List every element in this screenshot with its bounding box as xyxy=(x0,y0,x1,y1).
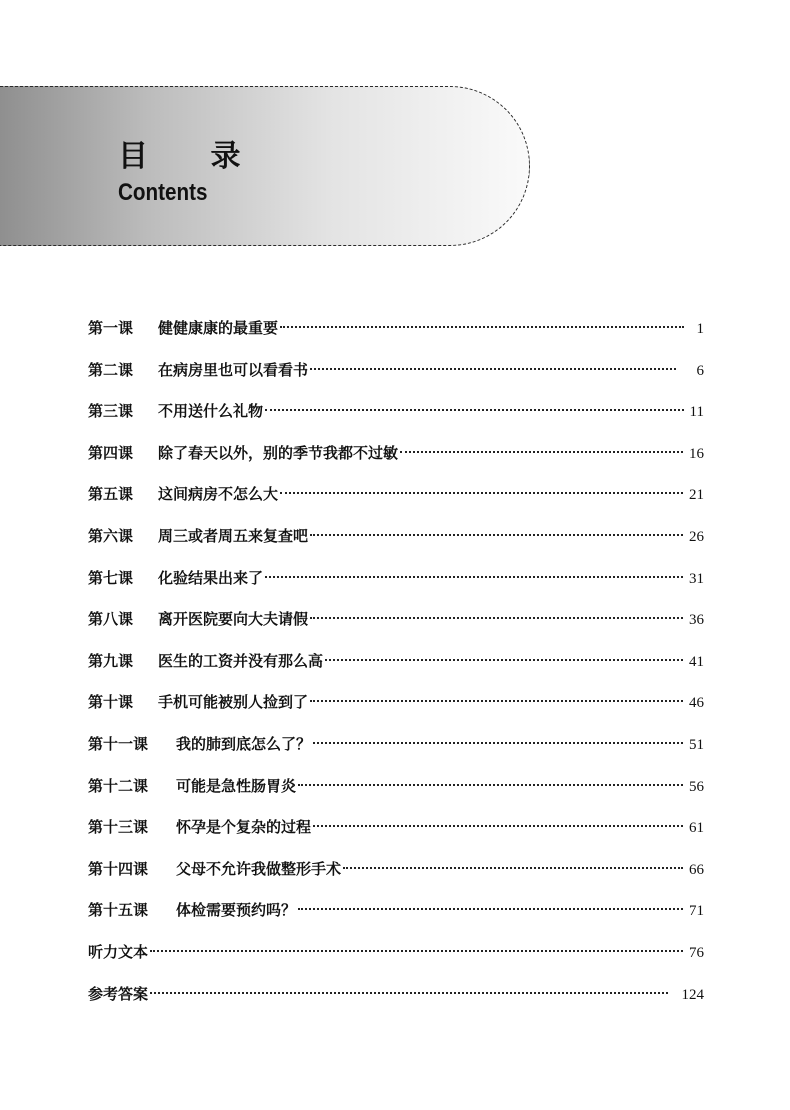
toc-entry-lesson-14[interactable] xyxy=(88,854,704,896)
dot-leader xyxy=(343,867,683,869)
lesson-title: 手机可能被别人捡到了 xyxy=(158,693,309,712)
dot-leader xyxy=(400,451,683,453)
page-number: 1 xyxy=(696,321,704,337)
dot-leader xyxy=(280,492,683,494)
page-number: 71 xyxy=(689,903,704,920)
lesson-number: 第十五课 xyxy=(88,901,149,920)
lesson-number: 第四课 xyxy=(88,443,134,462)
lesson-number: 第十二课 xyxy=(88,776,149,795)
toc-entry-lesson-12[interactable] xyxy=(88,771,704,813)
page-number: 76 xyxy=(689,944,704,961)
toc-entry-lesson-11[interactable] xyxy=(88,729,704,771)
dot-leader xyxy=(280,326,684,328)
lesson-number: 第十三课 xyxy=(88,818,149,837)
toc-entry-lesson-4[interactable] xyxy=(88,438,704,480)
page-number: 21 xyxy=(689,487,704,504)
toc-entry-lesson-2[interactable] xyxy=(88,355,704,397)
dot-leader xyxy=(313,742,683,744)
toc-entry-lesson-10[interactable] xyxy=(88,687,704,729)
dot-leader xyxy=(310,617,683,619)
lesson-title: 我的肺到底怎么了？ xyxy=(176,734,312,753)
toc-entry-lesson-9[interactable] xyxy=(88,646,704,688)
toc-entry-lesson-8[interactable] xyxy=(88,604,704,646)
toc-entry-lesson-15[interactable] xyxy=(88,895,704,937)
page-number: 56 xyxy=(689,778,704,795)
lesson-number: 第十课 xyxy=(88,693,134,712)
lesson-title: 这间病房不怎么大 xyxy=(158,485,279,504)
section-title: 参考答案 xyxy=(88,984,149,1003)
toc-entry-lesson-7[interactable] xyxy=(88,563,704,605)
dot-leader xyxy=(265,409,684,411)
lesson-title: 体检需要预约吗？ xyxy=(176,901,297,920)
table-of-contents xyxy=(88,313,704,1020)
page-number: 31 xyxy=(689,570,704,587)
page-number: 124 xyxy=(681,986,704,1003)
lesson-title: 医生的工资并没有那么高 xyxy=(158,651,324,670)
lesson-title: 可能是急性肠胃炎 xyxy=(176,776,297,795)
dot-leader xyxy=(310,534,683,536)
lesson-number: 第七课 xyxy=(88,568,134,587)
lesson-title: 健健康康的最重要 xyxy=(158,319,279,337)
lesson-title: 怀孕是个复杂的过程 xyxy=(176,818,312,837)
lesson-title: 化验结果出来了 xyxy=(158,568,264,587)
dot-leader xyxy=(298,908,683,910)
page-number: 36 xyxy=(689,612,704,629)
lesson-title: 父母不允许我做整形手术 xyxy=(176,859,342,878)
dot-leader xyxy=(310,368,676,370)
toc-entry-lesson-5[interactable] xyxy=(88,479,704,521)
lesson-title: 除了春天以外，别的季节我都不过敏 xyxy=(158,443,399,462)
page-title: 目 录 xyxy=(118,139,267,174)
lesson-title: 在病房里也可以看看书 xyxy=(158,360,309,379)
page-number: 26 xyxy=(689,528,704,545)
lesson-number: 第一课 xyxy=(88,319,134,337)
dot-leader xyxy=(150,950,683,952)
toc-entry-lesson-3[interactable] xyxy=(88,396,704,438)
dot-leader xyxy=(298,784,683,786)
page-subtitle: Contents xyxy=(118,179,208,206)
page-number: 16 xyxy=(689,445,704,462)
dot-leader xyxy=(150,992,667,994)
toc-entry-answer-key[interactable] xyxy=(88,979,704,1021)
page-number: 6 xyxy=(696,362,704,379)
lesson-title: 不用送什么礼物 xyxy=(158,402,264,421)
page-number: 41 xyxy=(689,653,704,670)
dot-leader xyxy=(325,659,683,661)
dot-leader xyxy=(310,700,683,702)
toc-entry-lesson-6[interactable] xyxy=(88,521,704,563)
page-number: 11 xyxy=(689,404,704,421)
lesson-number: 第九课 xyxy=(88,651,134,670)
lesson-number: 第十四课 xyxy=(88,859,149,878)
lesson-number: 第三课 xyxy=(88,402,134,421)
toc-entry-listening-scripts[interactable] xyxy=(88,937,704,979)
page-number: 66 xyxy=(689,861,704,878)
lesson-number: 第五课 xyxy=(88,485,134,504)
lesson-title: 周三或者周五来复查吧 xyxy=(158,526,309,545)
page-number: 46 xyxy=(689,695,704,712)
lesson-number: 第二课 xyxy=(88,360,134,379)
dot-leader xyxy=(313,825,683,827)
toc-entry-lesson-13[interactable] xyxy=(88,812,704,854)
lesson-title: 离开医院要向大夫请假 xyxy=(158,610,309,629)
lesson-number: 第六课 xyxy=(88,526,134,545)
lesson-number: 第八课 xyxy=(88,610,134,629)
page-number: 61 xyxy=(689,820,704,837)
lesson-number: 第十一课 xyxy=(88,734,149,753)
toc-entry-lesson-1[interactable] xyxy=(88,313,704,355)
section-title: 听力文本 xyxy=(88,942,149,961)
page-number: 51 xyxy=(689,736,704,753)
dot-leader xyxy=(265,576,683,578)
